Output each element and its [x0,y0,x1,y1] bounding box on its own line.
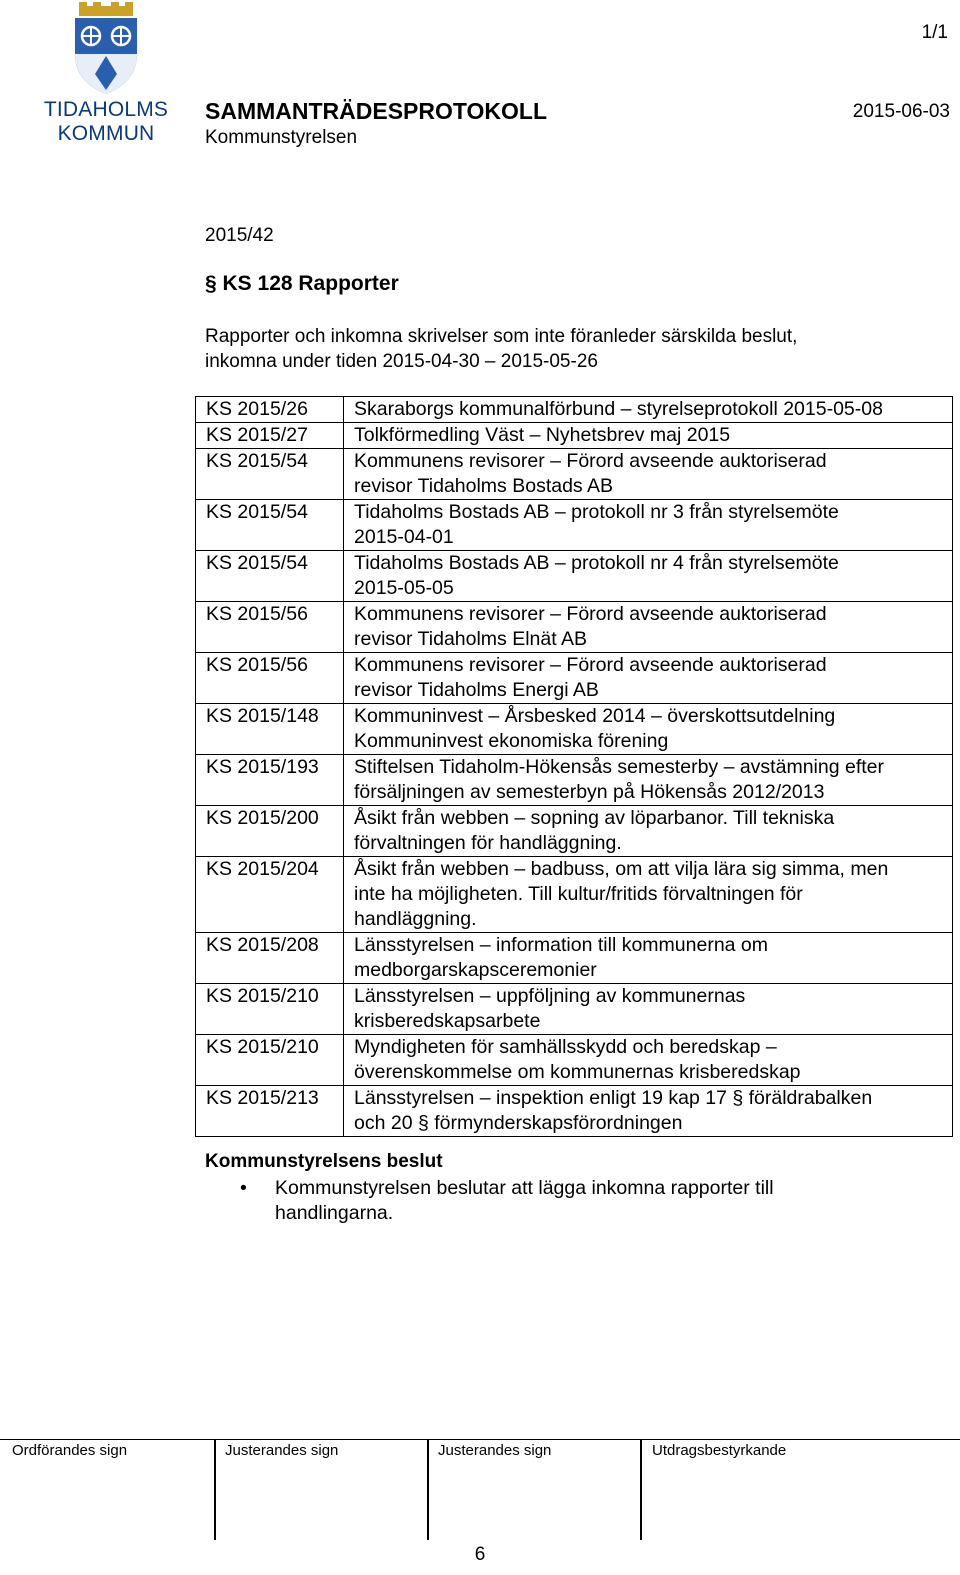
footer-page-number: 6 [474,1544,486,1565]
table-row [196,423,953,449]
document-title: SAMMANTRÄDESPROTOKOLL [205,98,548,124]
report-reference: KS 2015/56 [196,602,344,653]
table-row [196,500,953,551]
table-row [196,397,953,423]
report-description-line: och 20 § förmynderskapsförordningen [354,1112,683,1134]
report-description-line: Länsstyrelsen – information till kommunerna om [354,934,769,956]
decision-line: Kommunstyrelsen beslutar att lägga inkomna rapporter till [275,1177,774,1199]
report-description [344,806,953,857]
report-description-line: Skaraborgs kommunalförbund – styrelseprotokoll 2015-05-08 [354,398,883,420]
report-reference: KS 2015/213 [196,1086,344,1137]
report-description-line: inte ha möjligheten. Till kultur/fritids förvaltningen för [354,883,803,905]
report-description [344,423,953,449]
coat-of-arms-icon [69,2,143,94]
section-heading: § KS 128 Rapporter [205,272,399,295]
table-row [196,1035,953,1086]
report-description-line: försäljningen av semesterbyn på Hökensås 2012/2013 [354,781,825,803]
report-description-line: Länsstyrelsen – uppföljning av kommunernas [354,985,746,1007]
signature-certifier: Utdragsbestyrkande [652,1442,787,1459]
report-description-line: Åsikt från webben – badbuss, om att vilja lära sig simma, men [354,858,889,880]
report-reference: KS 2015/204 [196,857,344,933]
signature-adjuster-1: Justerandes sign [225,1442,339,1459]
report-reference: KS 2015/193 [196,755,344,806]
report-description [344,653,953,704]
table-row [196,806,953,857]
table-row [196,984,953,1035]
report-description-line: Stiftelsen Tidaholm-Hökensås semesterby – avstämning efter [354,756,884,778]
report-description-line: revisor Tidaholms Bostads AB [354,475,614,497]
decision-item [275,1176,835,1226]
report-description-line: Myndigheten för samhällsskydd och beredskap – [354,1036,777,1058]
report-reference: KS 2015/56 [196,653,344,704]
report-reference: KS 2015/26 [196,397,344,423]
municipality-logo [36,2,176,152]
table-row [196,704,953,755]
report-description-line: överenskommelse om kommunernas krisberedskap [354,1061,801,1083]
report-description [344,551,953,602]
report-description-line: 2015-04-01 [354,526,454,548]
report-reference: KS 2015/208 [196,933,344,984]
report-description [344,397,953,423]
report-description-line: 2015-05-05 [354,577,454,599]
report-description-line: Kommuninvest ekonomiska förening [354,730,669,752]
report-description [344,602,953,653]
report-description-line: Kommunens revisorer – Förord avseende auktoriserad [354,603,827,625]
report-description [344,500,953,551]
report-reference: KS 2015/27 [196,423,344,449]
table-row [196,602,953,653]
report-reference: KS 2015/210 [196,1035,344,1086]
report-description-line: revisor Tidaholms Elnät AB [354,628,588,650]
report-reference: KS 2015/54 [196,449,344,500]
report-description-line: handläggning. [354,908,477,930]
report-description [344,704,953,755]
report-description-line: Kommuninvest – Årsbesked 2014 – överskottsutdelning [354,705,836,727]
bullet-icon: • [240,1177,247,1199]
report-description [344,933,953,984]
table-row [196,755,953,806]
reports-table [195,396,953,1137]
page-number: 1/1 [921,22,948,43]
table-row [196,857,953,933]
report-reference: KS 2015/54 [196,551,344,602]
report-description-line: medborgarskapsceremonier [354,959,597,981]
table-row [196,551,953,602]
report-description [344,449,953,500]
signature-adjuster-2: Justerandes sign [438,1442,552,1459]
table-row [196,653,953,704]
report-description [344,1035,953,1086]
logo-line-1: TIDAHOLMS [43,98,169,121]
report-reference: KS 2015/148 [196,704,344,755]
signature-bar [0,1439,960,1540]
intro-text [205,324,925,374]
table-row [196,1086,953,1137]
logo-line-2: KOMMUN [57,122,155,145]
intro-line: Rapporter och inkomna skrivelser som inte föranleder särskilda beslut, [205,326,798,347]
report-description [344,1086,953,1137]
signature-chairman: Ordförandes sign [12,1442,128,1459]
report-reference: KS 2015/54 [196,500,344,551]
report-description-line: Tolkförmedling Väst – Nyhetsbrev maj 2015 [354,424,731,446]
report-reference: KS 2015/200 [196,806,344,857]
report-description-line: Åsikt från webben – sopning av löparbanor. Till tekniska [354,807,835,829]
decision-line: handlingarna. [275,1202,394,1224]
report-description-line: Kommunens revisorer – Förord avseende auktoriserad [354,450,827,472]
case-number: 2015/42 [205,225,274,246]
signature-divider [214,1440,216,1540]
report-description [344,755,953,806]
intro-line: inkomna under tiden 2015-04-30 – 2015-05-26 [205,351,598,372]
report-description-line: förvaltningen för handläggning. [354,832,622,854]
report-description-line: Kommunens revisorer – Förord avseende auktoriserad [354,654,827,676]
report-reference: KS 2015/210 [196,984,344,1035]
organization-name: Kommunstyrelsen [205,127,358,148]
report-description-line: revisor Tidaholms Energi AB [354,679,599,701]
report-description [344,984,953,1035]
decision-heading: Kommunstyrelsens beslut [205,1151,443,1172]
signature-divider [427,1440,429,1540]
report-description [344,857,953,933]
report-description-line: Länsstyrelsen – inspektion enligt 19 kap 17 § föräldrabalken [354,1087,873,1109]
document-date: 2015-06-03 [852,101,950,122]
report-description-line: Tidaholms Bostads AB – protokoll nr 3 från styrelsemöte [354,501,839,523]
report-description-line: krisberedskapsarbete [354,1010,541,1032]
signature-divider [640,1440,642,1540]
table-row [196,933,953,984]
report-description-line: Tidaholms Bostads AB – protokoll nr 4 från styrelsemöte [354,552,839,574]
table-row [196,449,953,500]
